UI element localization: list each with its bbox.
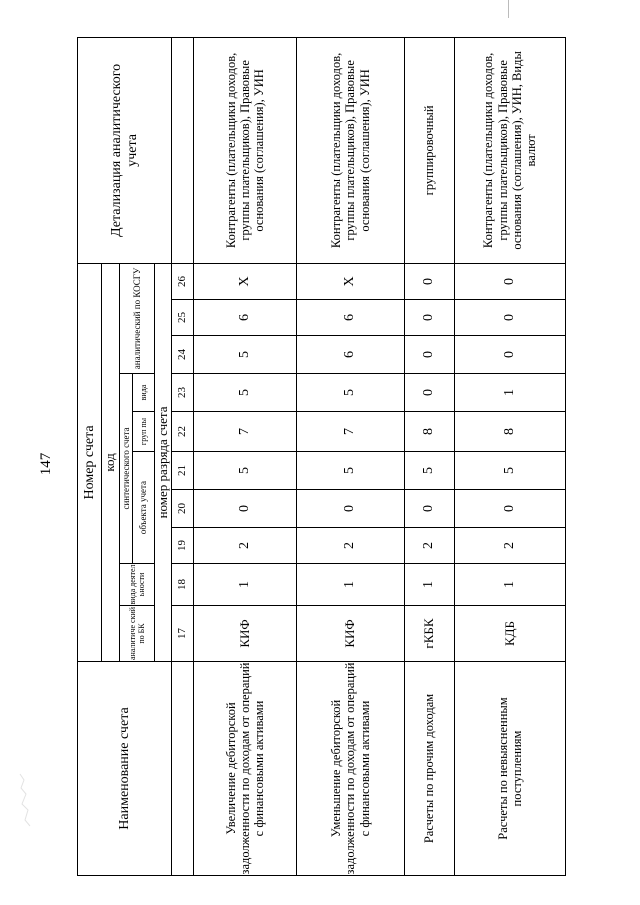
row-detail: группировочный [404,37,454,263]
row-cell: Х [194,263,297,299]
header-account-name: Наименование счета [78,662,172,876]
row-cell: 2 [194,528,297,564]
digit-number: 25 [172,300,194,336]
row-cell: 0 [455,490,566,528]
row-detail: Контрагенты (плательщики доходов, группы плательщиков), Правовые основания (соглашения), УИН [297,37,404,263]
row-cell: Х [297,263,404,299]
row-cell: 5 [297,374,404,412]
row-cell: 5 [194,452,297,490]
row-cell: 7 [194,412,297,452]
header-group: груп пы [132,412,154,452]
row-cell: КИФ [297,606,404,662]
row-cell: 1 [194,564,297,606]
header-detail: Детализация аналитического учета [78,37,172,263]
digit-number: 26 [172,263,194,299]
row-cell: гКБК [404,606,454,662]
row-cell: 0 [455,263,566,299]
table-row [404,37,454,875]
row-cell: 0 [404,263,454,299]
header-code: код [102,263,120,661]
row-cell: 0 [404,336,454,374]
header-synthetic: синтетического счета [119,374,132,564]
table-row [297,37,404,875]
table-row [194,37,297,875]
row-cell: 1 [455,564,566,606]
row-cell: 0 [404,374,454,412]
row-cell: 6 [297,336,404,374]
header-blank [172,37,194,263]
rotated-table-frame [77,38,566,876]
header-kind: вида [132,374,154,412]
row-cell: 0 [194,490,297,528]
row-cell: 0 [455,300,566,336]
row-account-name: Уменьшение дебиторской задолженности по доходам от операций с финансовыми активами [297,662,404,876]
digit-number: 19 [172,528,194,564]
row-cell: 5 [455,452,566,490]
digit-number: 20 [172,490,194,528]
row-cell: 0 [297,490,404,528]
row-cell: 1 [455,374,566,412]
row-cell: 0 [455,336,566,374]
row-cell: 0 [404,490,454,528]
row-detail: Контрагенты (плательщики доходов, группы плательщиков), Правовые основания (соглашения), УИН, Виды валют [455,37,566,263]
row-cell: 7 [297,412,404,452]
table-row [455,37,566,875]
digit-number: 18 [172,564,194,606]
accounts-table [77,37,566,876]
row-cell: 8 [404,412,454,452]
digit-number: 22 [172,412,194,452]
row-cell: 2 [297,528,404,564]
row-cell: 8 [455,412,566,452]
row-cell: 5 [404,452,454,490]
header-activity-type: вида деятел ьности [119,564,154,606]
row-cell: 5 [297,452,404,490]
row-account-name: Расчеты по прочим доходам [404,662,454,876]
row-cell: 0 [404,300,454,336]
row-cell: КДБ [455,606,566,662]
scan-edge-line [508,0,509,18]
row-cell: 6 [297,300,404,336]
header-blank [172,662,194,876]
digit-number: 24 [172,336,194,374]
row-cell: 5 [194,336,297,374]
row-account-name: Увеличение дебиторской задолженности по доходам от операций с финансовыми активами [194,662,297,876]
row-account-name: Расчеты по невыясненным поступлениям [455,662,566,876]
row-cell: 5 [194,374,297,412]
row-cell: 6 [194,300,297,336]
page-number: 147 [38,452,54,476]
header-analytical-kosgu: аналитический по КОСГУ [119,263,154,373]
row-detail: Контрагенты (плательщики доходов, группы плательщиков), Правовые основания (соглашения), УИН [194,37,297,263]
digit-number: 23 [172,374,194,412]
header-accounting-object: объекта учета [132,452,154,564]
digit-number: 21 [172,452,194,490]
row-cell: 1 [297,564,404,606]
row-cell: 1 [404,564,454,606]
header-digit-number: номер разряда счета [154,263,171,661]
header-account-number: Номер счета [78,263,102,661]
row-cell: КИФ [194,606,297,662]
scan-noise-mark [16,770,38,830]
row-cell: 2 [404,528,454,564]
digit-number: 17 [172,606,194,662]
header-analytical-bk: аналитиче ский по БК [119,606,154,662]
row-cell: 2 [455,528,566,564]
